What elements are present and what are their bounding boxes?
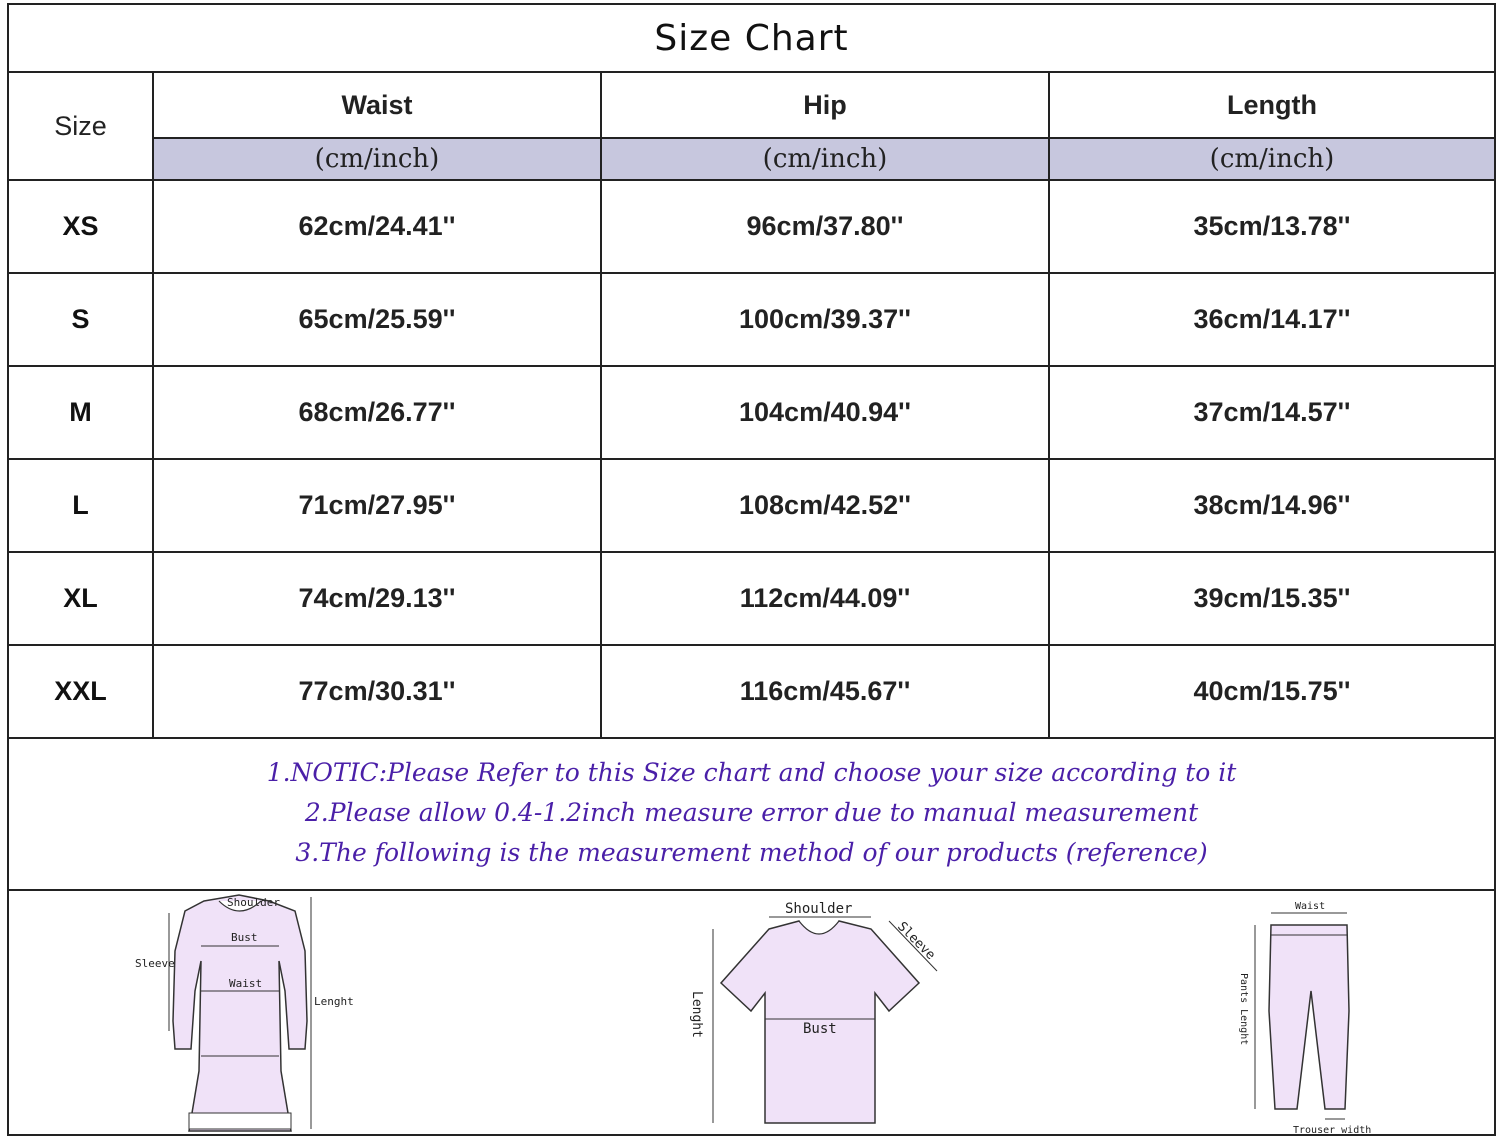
- size-cell: XXL: [9, 645, 153, 738]
- tshirt-shoulder-label: Shoulder: [785, 901, 853, 917]
- dress-waist-label: Waist: [229, 977, 263, 990]
- size-cell: L: [9, 459, 153, 552]
- length-cell: 37cm/14.57'': [1049, 366, 1494, 459]
- hip-unit: (cm/inch): [601, 138, 1049, 180]
- notes-panel: [9, 737, 1494, 891]
- table-row: [9, 273, 1494, 366]
- size-cell: S: [9, 273, 153, 366]
- dress-length-label: Lenght: [314, 995, 354, 1008]
- size-cell: XL: [9, 552, 153, 645]
- hip-cell: 116cm/45.67'': [601, 645, 1049, 738]
- size-cell: M: [9, 366, 153, 459]
- waist-cell: 74cm/29.13'': [153, 552, 601, 645]
- table-row: [9, 552, 1494, 645]
- dress-bust-label: Bust: [231, 931, 258, 944]
- size-table: [9, 71, 1494, 739]
- length-header: Length: [1049, 72, 1494, 138]
- tshirt-bust-label: Bust: [803, 1021, 837, 1037]
- hip-cell: 104cm/40.94'': [601, 366, 1049, 459]
- length-cell: 38cm/14.96'': [1049, 459, 1494, 552]
- dress-sleeve-label: Sleeve: [135, 957, 175, 970]
- chart-title: Size Chart: [9, 5, 1494, 73]
- note-line: 3.The following is the measurement method of our products (reference): [295, 838, 1208, 867]
- size-header: Size: [9, 72, 153, 180]
- length-unit: (cm/inch): [1049, 138, 1494, 180]
- waist-cell: 62cm/24.41'': [153, 180, 601, 273]
- length-cell: 36cm/14.17'': [1049, 273, 1494, 366]
- length-cell: 35cm/13.78'': [1049, 180, 1494, 273]
- size-chart-sheet: [7, 3, 1496, 1136]
- hip-cell: 100cm/39.37'': [601, 273, 1049, 366]
- tshirt-sleeve-label: Sleeve: [894, 919, 938, 964]
- note-line: 1.NOTIC:Please Refer to this Size chart and choose your size according to it: [266, 758, 1237, 787]
- length-cell: 39cm/15.35'': [1049, 552, 1494, 645]
- length-cell: 40cm/15.75'': [1049, 645, 1494, 738]
- size-cell: XS: [9, 180, 153, 273]
- hip-cell: 112cm/44.09'': [601, 552, 1049, 645]
- waist-unit: (cm/inch): [153, 138, 601, 180]
- pants-width-label: Trouser width: [1293, 1125, 1372, 1136]
- hip-cell: 108cm/42.52'': [601, 459, 1049, 552]
- dress-illustration: [119, 891, 379, 1136]
- waist-cell: 68cm/26.77'': [153, 366, 601, 459]
- table-row: [9, 366, 1494, 459]
- hip-cell: 96cm/37.80'': [601, 180, 1049, 273]
- waist-cell: 65cm/25.59'': [153, 273, 601, 366]
- pants-waist-label: Waist: [1295, 901, 1326, 912]
- pants-length-label: Pants Lenght: [1238, 973, 1249, 1046]
- waist-header: Waist: [153, 72, 601, 138]
- table-row: [9, 459, 1494, 552]
- pants-illustration: [1219, 891, 1419, 1136]
- table-row: [9, 180, 1494, 273]
- table-row: [9, 645, 1494, 738]
- tshirt-length-label: Lenght: [689, 991, 704, 1038]
- hip-header: Hip: [601, 72, 1049, 138]
- waist-cell: 77cm/30.31'': [153, 645, 601, 738]
- measurement-figures: [9, 891, 1494, 1136]
- tshirt-illustration: [679, 891, 979, 1136]
- dress-shoulder-label: Shoulder: [227, 896, 280, 909]
- waist-cell: 71cm/27.95'': [153, 459, 601, 552]
- note-line: 2.Please allow 0.4-1.2inch measure error due to manual measurement: [304, 798, 1199, 827]
